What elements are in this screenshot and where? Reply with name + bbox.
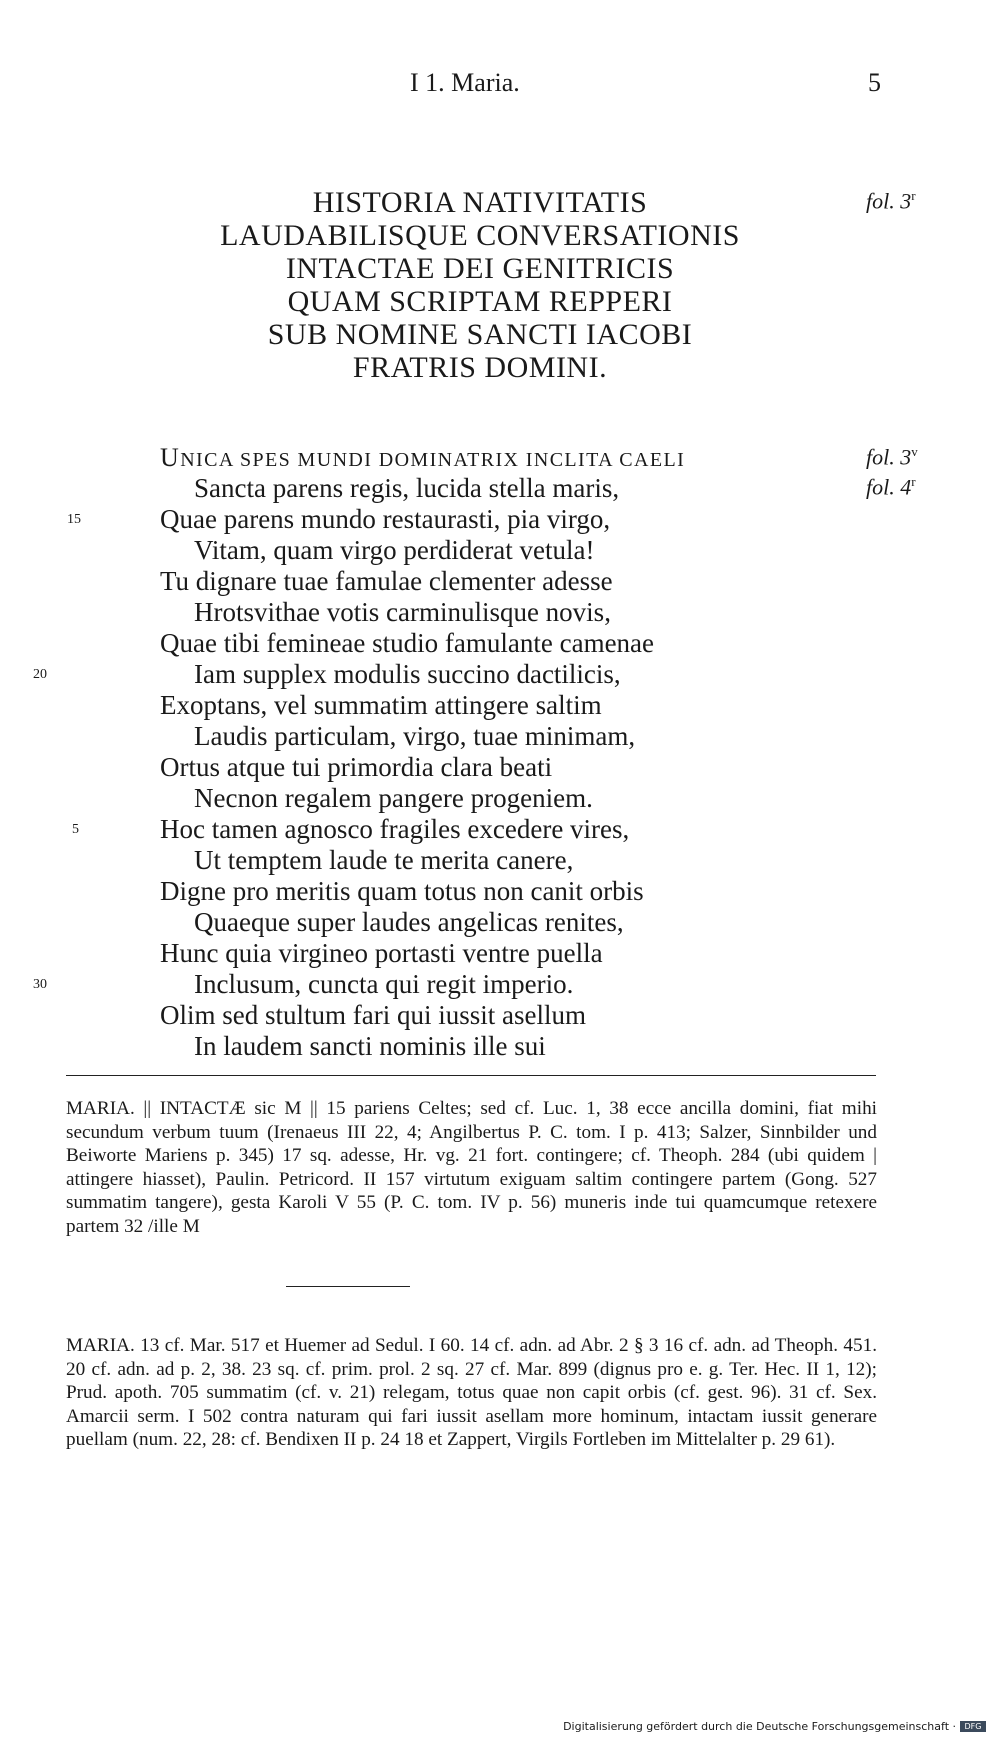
verse-line: Ut temptem laude te merita canere, [194,845,574,875]
poem-heading: UNICA SPES MUNDI DOMINATRIX INCLITA CAELI [160,443,686,472]
title-line: INTACTAE DEI GENITRICIS [285,252,675,285]
digitization-credit [563,1720,986,1733]
verse-line: Laudis particulam, virgo, tuae minimam, [194,721,636,751]
source-apparatus: MARIA. 13 cf. Mar. 517 et Huemer ad Sedul. I 60. 14 cf. adn. ad Abr. 2 § 3 16 cf. adn. ad Theoph. 451. 20 cf. adn. ad p. 2, 38. 23 sq. cf. prim. prol. 2 sq. 27 cf. Mar. 899 (dignus pro e. g. Ter. Hec. II 1, 12); Prud. apoth. 705 summatim (cf. v. 21) relegam, totus quae non capit orbis (cf. gest. 96). 31 cf. Sex. Amarcii serm. I 502 contra naturam qui fari iussit asellam more hominum, intactam iussit generare puellam (num. 22, 28: cf. Bendixen II p. 24 18 et Zappert, Virgils Fortleben im Mittelalter p. 29 61). [66,1335,877,1451]
verse-line: Tu dignare tuae famulae clementer adesse [160,566,613,596]
title-line: SUB NOMINE SANCTI IACOBI [267,318,693,351]
title-line: QUAM SCRIPTAM REPPERI [287,285,673,318]
initial-letter: U [160,443,181,472]
apparatus-divider [286,1286,410,1287]
title-line: LAUDABILISQUE CONVERSATIONIS [220,219,740,252]
verse-line: Ortus atque tui primordia clara beati [160,752,553,782]
running-title: I 1. Maria. [410,68,520,97]
line-number: 20 [33,667,47,682]
verse-line: Quae tibi femineae studio famulante camenae [160,628,655,658]
title-line: FRATRIS DOMINI. [352,351,608,384]
page-number: 5 [868,68,881,97]
verse-line: Hunc quia virgineo portasti ventre puella [160,938,603,968]
footnote-divider [66,1075,876,1076]
title-line: HISTORIA NATIVITATIS [312,186,648,219]
verse-line: 15 Quae parens mundo restaurasti, pia virgo, [67,504,611,534]
line-number: 15 [67,512,81,527]
folio-marker: fol. 3$^r$ [866,188,916,214]
dfg-logo-icon: DFG [960,1721,986,1732]
verse-line: Sancta parens regis, lucida stella maris, [194,473,620,503]
critical-apparatus: MARIA. || INTACTÆ sic M || 15 pariens Celtes; sed cf. Luc. 1, 38 ecce ancilla domini, fiat mihi secundum verbum tuum (Irenaeus III 22, 4; Angilbertus P. C. tom. I p. 413; Salzer, Sinnbilder und Beiworte Mariens p. 345) 17 sq. adesse, Hr. vg. 21 fort. contingere; cf. Theoph. 284 (ubi quidem | attingere hiasset), Paulin. Petricord. II 157 virtutum exiguam saltim contingere partem (Gong. 527 summatim tangere), gesta Karoli V 55 (P. C. tom. IV p. 56) muneris inde tui quamcumque retexere partem 32 /ille M [66,1098,877,1237]
folio-marker: fol. 3$^v$ [866,444,918,470]
line-number: 5 [72,822,79,837]
line-number: 30 [33,977,47,992]
verse-line: Hrotsvithae votis carminulisque novis, [194,597,611,627]
verse-line: 20 Iam supplex modulis succino dactilicis, [33,659,621,689]
running-head [0,68,1000,104]
folio-marker: fol. 4$^r$ [866,474,916,500]
verse-line: In laudem sancti nominis ille sui [194,1031,546,1061]
verse-line: Olim sed stultum fari qui iussit asellum [160,1000,586,1030]
verse-line: Exoptans, vel summatim attingere saltim [160,690,602,720]
work-title [160,186,800,384]
verse-line: Quaeque super laudes angelicas renites, [194,907,624,937]
poem [33,442,780,1062]
verse-line: 30 Inclusum, cuncta qui regit imperio. [33,969,574,999]
verse-line: 5 Hoc tamen agnosco fragiles excedere vires, [72,814,630,844]
credit-text: Digitalisierung gefördert durch die Deutsche Forschungsgemeinschaft · [563,1720,956,1733]
verse-line: Vitam, quam virgo perdiderat vetula! [194,535,595,565]
verse-line: Necnon regalem pangere progeniem. [194,783,593,813]
verse-line: Digne pro meritis quam totus non canit orbis [160,876,644,906]
